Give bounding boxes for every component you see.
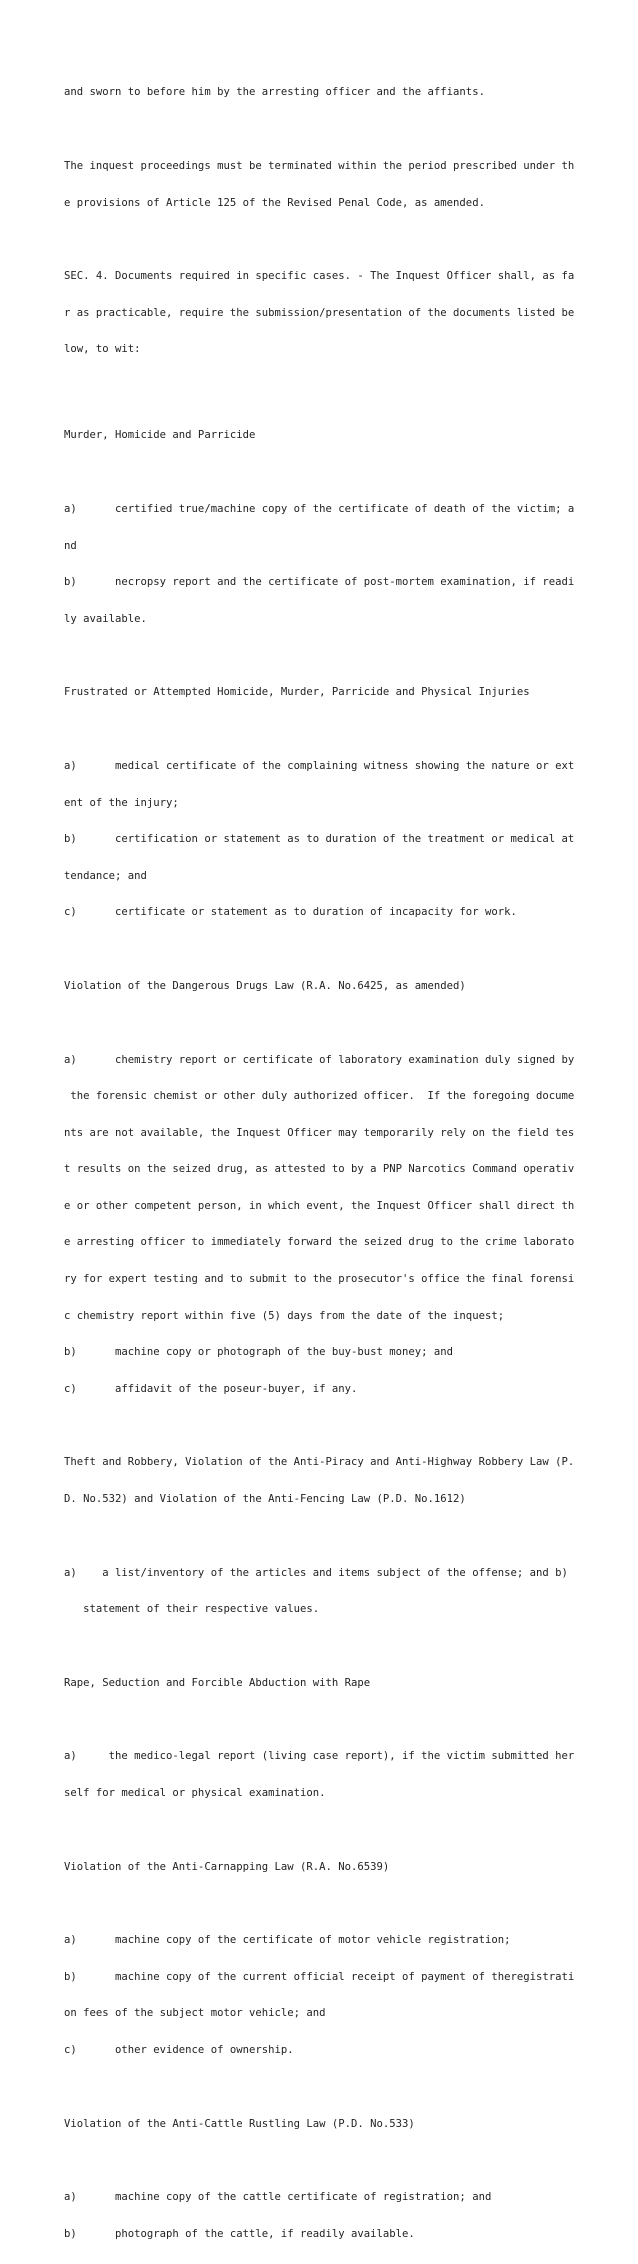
text-line: on fees of the subject motor vehicle; and xyxy=(64,2007,326,2020)
section-heading: Murder, Homicide and Parricide xyxy=(64,429,256,442)
text-line: tendance; and xyxy=(64,869,147,882)
document-body xyxy=(64,62,584,2264)
text-line: ent of the injury; xyxy=(64,796,179,809)
section-heading: Violation of the Dangerous Drugs Law (R.A. No.6425, as amended) xyxy=(64,979,466,992)
text-line: nts are not available, the Inquest Officer may temporarily rely on the field tes xyxy=(64,1126,575,1139)
text-line: e provisions of Article 125 of the Revised Penal Code, as amended. xyxy=(64,196,485,209)
text-line: r as practicable, require the submission/presentation of the documents listed be xyxy=(64,306,575,319)
text-line: c) certificate or statement as to duration of incapacity for work. xyxy=(64,906,517,919)
section-heading: Violation of the Anti-Carnapping Law (R.A. No.6539) xyxy=(64,1860,390,1873)
text-line: The inquest proceedings must be terminated within the period prescribed under th xyxy=(64,160,575,172)
text-line: b) machine copy of the current official receipt of payment of theregistrati xyxy=(64,1970,575,1983)
text-line: a) medical certificate of the complaining witness showing the nature or ext xyxy=(64,759,575,772)
section-heading: D. No.532) and Violation of the Anti-Fencing Law (P.D. No.1612) xyxy=(64,1493,466,1506)
section-heading: Violation of the Anti-Cattle Rustling Law (P.D. No.533) xyxy=(64,2117,415,2130)
text-line: b) necropsy report and the certificate of post-mortem examination, if readi xyxy=(64,576,575,589)
section-heading: Rape, Seduction and Forcible Abduction with Rape xyxy=(64,1676,371,1689)
section-heading: Theft and Robbery, Violation of the Anti-Piracy and Anti-Highway Robbery Law (P. xyxy=(64,1456,575,1469)
text-line: a) a list/inventory of the articles and items subject of the offense; and b) xyxy=(64,1566,568,1579)
text-line: ly available. xyxy=(64,612,147,625)
text-line: a) the medico-legal report (living case report), if the victim submitted her xyxy=(64,1750,575,1763)
text-line: e or other competent person, in which event, the Inquest Officer shall direct th xyxy=(64,1199,575,1212)
text-line: c chemistry report within five (5) days from the date of the inquest; xyxy=(64,1309,505,1322)
text-line: c) other evidence of ownership. xyxy=(64,2043,294,2056)
text-line: a) chemistry report or certificate of laboratory examination duly signed by xyxy=(64,1053,575,1066)
text-line: b) machine copy or photograph of the buy-bust money; and xyxy=(64,1346,454,1359)
text-line: e arresting officer to immediately forward the seized drug to the crime laborato xyxy=(64,1236,575,1249)
text-line: and sworn to before him by the arresting officer and the affiants. xyxy=(64,86,485,99)
text-line: the forensic chemist or other duly authorized officer. If the foregoing docume xyxy=(64,1090,575,1103)
text-line: ry for expert testing and to submit to the prosecutor's office the final forensi xyxy=(64,1273,575,1286)
text-line: b) certification or statement as to duration of the treatment or medical at xyxy=(64,833,575,846)
text-line: b) photograph of the cattle, if readily available. xyxy=(64,2227,415,2240)
text-line: a) machine copy of the certificate of motor vehicle registration; xyxy=(64,1934,511,1947)
section-heading: Frustrated or Attempted Homicide, Murder, Parricide and Physical Injuries xyxy=(64,686,530,699)
text-line: statement of their respective values. xyxy=(64,1603,320,1616)
text-line: a) machine copy of the cattle certificate of registration; and xyxy=(64,2191,492,2204)
text-line: SEC. 4. Documents required in specific cases. - The Inquest Officer shall, as fa xyxy=(64,270,575,283)
text-line: c) affidavit of the poseur-buyer, if any. xyxy=(64,1382,358,1395)
text-line: low, to wit: xyxy=(64,343,141,356)
text-line: t results on the seized drug, as attested to by a PNP Narcotics Command operativ xyxy=(64,1163,575,1176)
text-line: self for medical or physical examination. xyxy=(64,1787,326,1799)
text-line: a) certified true/machine copy of the certificate of death of the victim; a xyxy=(64,502,575,515)
text-line: nd xyxy=(64,539,77,552)
